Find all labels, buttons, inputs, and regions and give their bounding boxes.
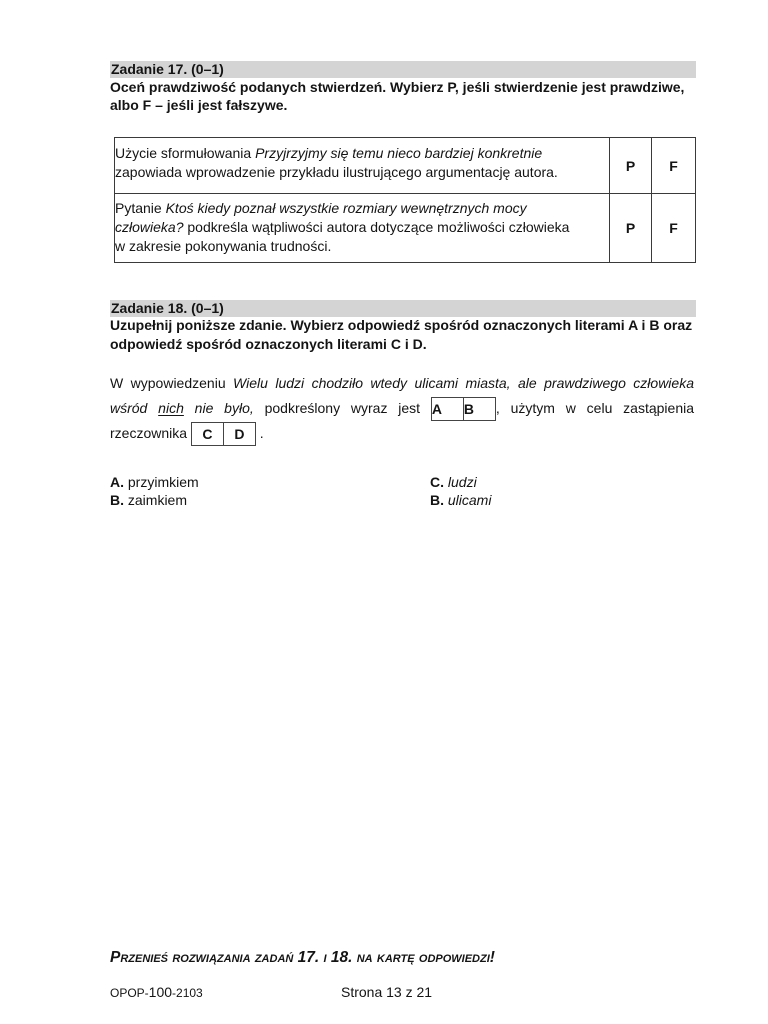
instruction-line: Oceń prawdziwość podanych stwierdzeń. Wybierz P, jeśli stwierdzenie jest prawdziwe, xyxy=(110,79,685,95)
sentence-line-3 xyxy=(110,421,694,446)
statement-row-2 xyxy=(115,194,696,263)
instruction-line: odpowiedź spośród oznaczonych literami C i D. xyxy=(110,336,427,352)
option-text: ulicami xyxy=(444,492,492,508)
instruction-line: albo F – jeśli jest fałszywe. xyxy=(110,97,288,113)
sentence-text: podkreślony wyraz jest xyxy=(253,400,431,416)
sentence-line-2 xyxy=(110,396,694,421)
answer-box-a-b[interactable] xyxy=(431,397,496,421)
statement-text-part: podkreśla wątpliwości autora dotyczące możliwości człowieka xyxy=(183,219,570,235)
option-text: przyimkiem xyxy=(124,474,199,490)
statement-quote: Ktoś kiedy poznał wszystkie rozmiary wewnętrznych mocy xyxy=(165,200,527,216)
false-option-f[interactable]: F xyxy=(652,138,696,194)
option-item xyxy=(110,491,199,509)
true-option-p[interactable]: P xyxy=(610,138,652,194)
fill-in-sentence xyxy=(110,373,694,453)
exam-code-prefix: OPOP- xyxy=(110,986,149,1000)
true-option-p[interactable]: P xyxy=(610,194,652,263)
transfer-answers-note: Przenieś rozwiązania zadań 17. i 18. na kartę odpowiedzi! xyxy=(110,949,495,966)
task-18-instruction xyxy=(110,316,696,354)
sentence-text: W wypowiedzeniu xyxy=(110,375,234,391)
page-number: Strona 13 z 21 xyxy=(341,984,433,1000)
statement-text-part: Pytanie xyxy=(115,200,166,216)
task-17-instruction xyxy=(110,78,696,114)
option-a-cell[interactable]: A xyxy=(431,401,442,418)
sentence-quote: Wielu ludzi chodziło wtedy ulicami miasta, ale prawdziwego człowieka xyxy=(233,375,694,391)
instruction-line: Uzupełnij poniższe zdanie. Wybierz odpowiedź spośród oznaczonych literami A i B oraz xyxy=(110,317,693,333)
statement-text-part: Użycie sformułowania xyxy=(115,145,256,161)
sentence-text: rzeczownika xyxy=(110,425,191,441)
task-18-header: Zadanie 18. (0–1) xyxy=(110,300,696,317)
statement-line xyxy=(115,144,609,163)
false-option-f[interactable]: F xyxy=(652,194,696,263)
option-d-cell[interactable]: D xyxy=(223,423,255,445)
sentence-text: . xyxy=(255,425,264,441)
option-letter: C. xyxy=(430,474,444,490)
sentence-text: , użytym w celu zastąpienia xyxy=(495,400,694,416)
option-c-cell[interactable]: C xyxy=(202,426,213,443)
option-letter: A. xyxy=(110,474,124,490)
option-letter: B. xyxy=(110,492,124,508)
underlined-word: nich xyxy=(158,400,184,416)
sentence-quote: nie było, xyxy=(183,400,254,416)
statement-text xyxy=(115,138,610,194)
statement-line xyxy=(115,199,609,218)
option-item xyxy=(110,473,199,491)
statement-line: w zakresie pokonywania trudności. xyxy=(115,238,332,254)
true-false-table xyxy=(114,137,696,263)
statement-row-1 xyxy=(115,138,696,194)
option-text: ludzi xyxy=(444,474,477,490)
option-item xyxy=(430,473,491,491)
statement-text xyxy=(115,194,610,263)
option-letter: B. xyxy=(430,492,444,508)
statement-quote: człowieka? xyxy=(115,219,184,235)
exam-code-number: 100 xyxy=(148,984,173,1000)
option-text: zaimkiem xyxy=(124,492,188,508)
options-c-d xyxy=(430,473,491,509)
statement-quote: Przyjrzyjmy się temu nieco bardziej konkretnie xyxy=(255,145,543,161)
options-a-b xyxy=(110,473,199,509)
exam-code-suffix: -2103 xyxy=(172,986,203,1000)
answer-box-c-d[interactable] xyxy=(191,422,256,446)
option-item xyxy=(430,491,491,509)
sentence-quote: wśród xyxy=(110,400,159,416)
task-17-header: Zadanie 17. (0–1) xyxy=(110,61,696,78)
statement-line: zapowiada wprowadzenie przykładu ilustrującego argumentację autora. xyxy=(115,164,558,180)
sentence-line-1 xyxy=(110,373,694,393)
statement-line xyxy=(115,218,609,237)
exam-code xyxy=(110,983,203,1002)
option-b-cell[interactable]: B xyxy=(463,398,495,420)
